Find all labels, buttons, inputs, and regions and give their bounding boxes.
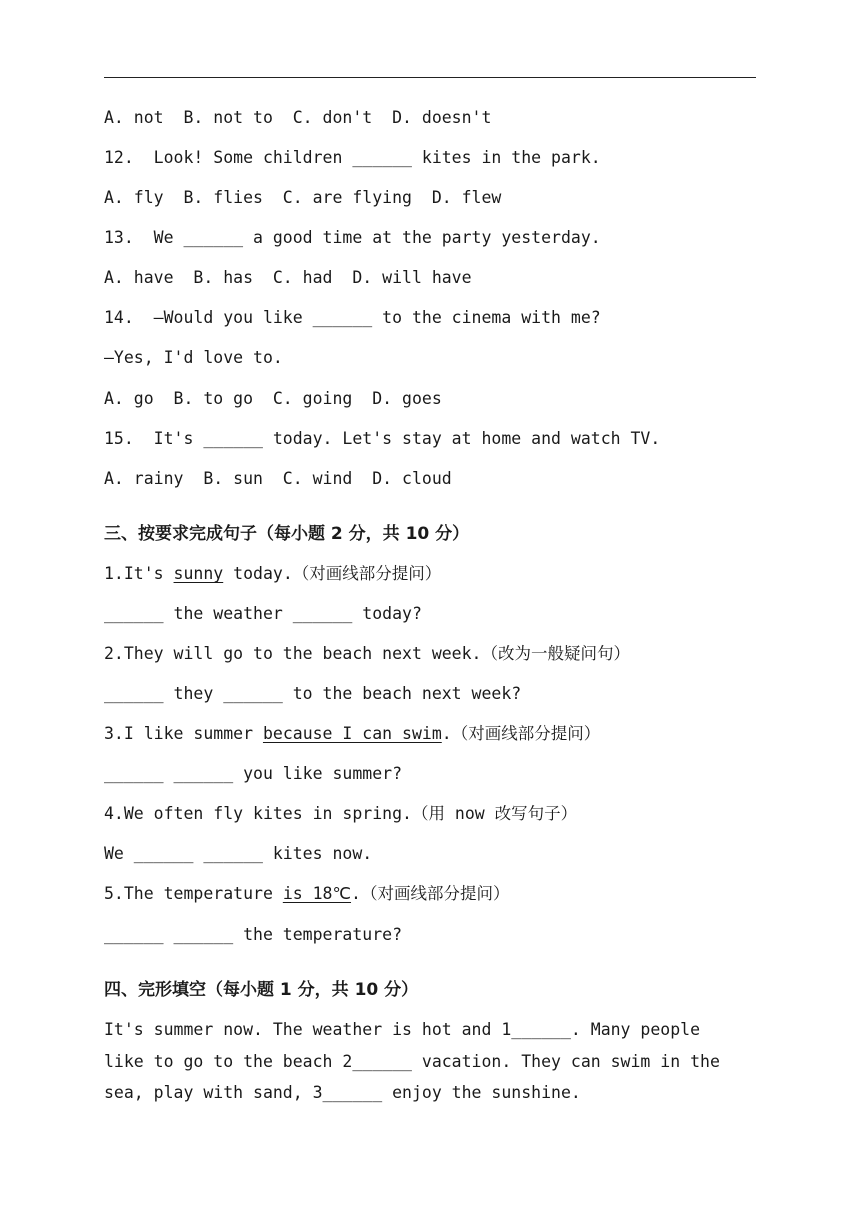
item-suffix: .（对画线部分提问） — [351, 884, 510, 903]
section4-heading: 四、完形填空（每小题 1 分，共 10 分） — [104, 980, 419, 1000]
item-prefix: 4.We often fly kites in spring.（用 now 改写句子） — [104, 804, 578, 823]
q11-options: A. not B. not to C. don't D. doesn't — [104, 108, 492, 127]
item-prefix: 3.I like summer — [104, 724, 263, 743]
item-prefix: 1.It's — [104, 564, 174, 583]
section3-item-4 — [104, 804, 577, 824]
q15-options: A. rainy B. sun C. wind D. cloud — [104, 469, 452, 488]
item-suffix: .（对画线部分提问） — [441, 724, 601, 743]
q12-stem: 12. Look! Some children ______ kites in the park. — [104, 148, 601, 167]
section3-item-2 — [104, 644, 630, 664]
section3-answer-5: ______ ______ the temperature? — [104, 925, 403, 944]
item-suffix: today.（对画线部分提问） — [223, 564, 442, 583]
section3-answer-3: ______ ______ you like summer? — [104, 764, 403, 783]
section3-item-1 — [104, 564, 441, 584]
section3-heading: 三、按要求完成句子（每小题 2 分，共 10 分） — [104, 524, 470, 544]
q12-options: A. fly B. flies C. are flying D. flew — [104, 188, 502, 207]
section3-item-3 — [104, 724, 600, 744]
underlined-part: is 18℃ — [282, 884, 352, 903]
q15-stem: 15. It's ______ today. Let's stay at home and watch TV. — [104, 429, 661, 448]
q13-options: A. have B. has C. had D. will have — [104, 268, 472, 287]
item-prefix: 5.The temperature — [104, 884, 283, 903]
item-prefix: 2.They will go to the beach next week.（改为一般疑问句） — [104, 644, 630, 663]
q13-stem: 13. We ______ a good time at the party yesterday. — [104, 228, 601, 247]
section3-answer-2: ______ they ______ to the beach next week? — [104, 684, 522, 703]
header-rule — [104, 77, 756, 78]
q14-options: A. go B. to go C. going D. goes — [104, 389, 442, 408]
section3-item-5 — [104, 884, 509, 904]
q14-reply: —Yes, I'd love to. — [104, 348, 283, 367]
section3-answer-4: We ______ ______ kites now. — [104, 844, 373, 863]
cloze-passage: It's summer now. The weather is hot and 1______. Many people like to go to the beach 2______ vacation. They can swim in the sea, play with sand, 3______ enjoy the sunshine. — [104, 1020, 730, 1102]
section3-answer-1: ______ the weather ______ today? — [104, 604, 422, 623]
q14-stem: 14. —Would you like ______ to the cinema with me? — [104, 308, 601, 327]
underlined-part: because I can swim — [262, 724, 442, 743]
underlined-part: sunny — [173, 564, 224, 583]
